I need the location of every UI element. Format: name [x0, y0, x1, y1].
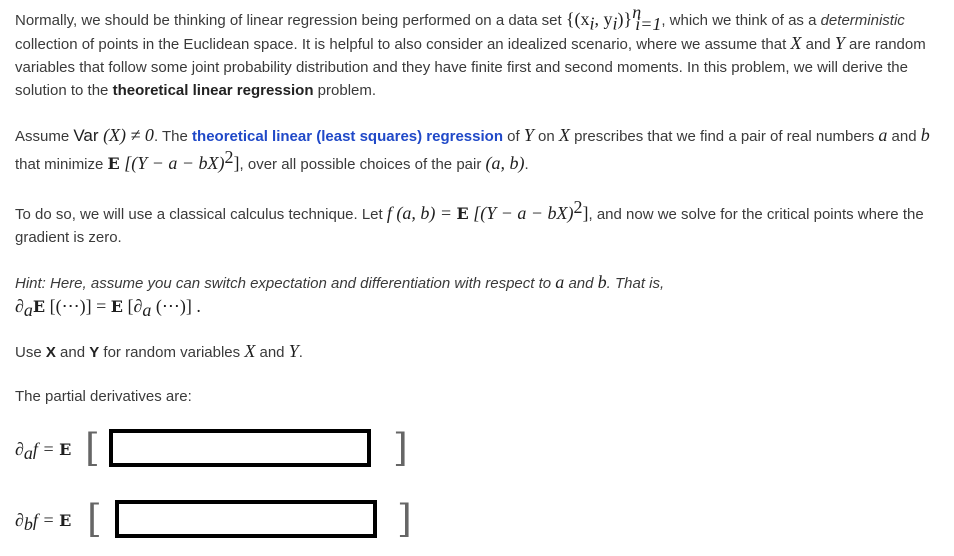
- tlr-link[interactable]: theoretical linear (least squares) regression: [192, 128, 503, 145]
- intro-paragraph: Normally, we should be thinking of linear regression being performed on a data set {($x_i$, $y_i)\}^n_{i=1}$, which we think of as a deterministic collection of points in the Euclidean space. It is helpful to also consider an idealized scenario, where we assume that X and Y are random variables that follow some joint probability distribution and they have finite first and second moments. In this problem, we will derive the solution to the theoretical linear regression problem.: [15, 2, 926, 99]
- close-bracket: ]: [397, 497, 412, 541]
- lhs-partial-b: $\partial_bf = E$: [15, 510, 72, 534]
- answer-input-a[interactable]: [109, 429, 371, 467]
- open-bracket: [: [87, 497, 102, 541]
- use-paragraph: Use X and Y for random variables X and Y.: [15, 341, 303, 361]
- deterministic-term: deterministic: [820, 12, 905, 29]
- f-definition: f (a, b) =: [386, 203, 457, 223]
- lhs-partial-a: $\partial_af = E$: [15, 439, 72, 463]
- intro-text: Normally, we should be thinking of linear regression being performed on a data set: [15, 12, 566, 29]
- hint-formula: $\partial_aE$ [(⋯)] = E [$\partial_a$ (⋯)] .: [15, 296, 201, 320]
- tlr-term: theoretical linear regression: [112, 82, 314, 99]
- answer-input-b[interactable]: [115, 500, 377, 538]
- var-expression: (X) ≠ 0: [98, 125, 154, 145]
- todo-paragraph: To do so, we will use a classical calculus technique. Let f (a, b) = E [(Y − a − bX)$^2$], and now we solve for the critical points where the gradient is zero.: [15, 197, 924, 246]
- hint-paragraph: Hint: Here, assume you can switch expectation and differentiation with respect to a and b. That is,: [15, 272, 665, 292]
- answer-row-b: [15, 497, 415, 550]
- answer-row-a: [15, 426, 415, 479]
- open-bracket: [: [85, 426, 100, 470]
- close-bracket: ]: [393, 426, 408, 470]
- partials-label: The partial derivatives are:: [15, 388, 192, 405]
- assume-paragraph: Assume Var (X) ≠ 0. The theoretical linear (least squares) regression of Y on X prescribes that we find a pair of real numbers a and b that minimize E [(Y − a − bX)$^2$], over all possible choices of the pair (a, b).: [15, 125, 930, 173]
- dataset-math: {($x_i$, $y_i)\}^n_{i=1}$: [565, 2, 662, 34]
- objective-expression: [(Y − a − bX): [119, 153, 225, 173]
